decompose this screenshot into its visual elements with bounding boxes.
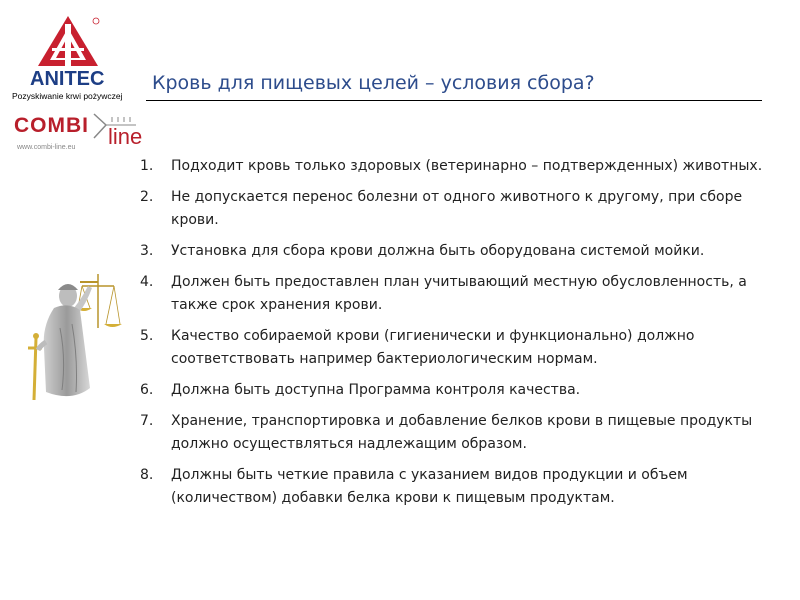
list-item — [140, 186, 780, 232]
list-item-number: 2. — [140, 189, 154, 205]
list-item — [140, 464, 780, 510]
list-item-number: 4. — [140, 274, 154, 290]
list-item-text: Должна быть доступна Программа контроля качества. — [171, 382, 581, 398]
lady-justice-icon — [16, 268, 140, 410]
list-item-number: 8. — [140, 467, 154, 483]
list-item-number: 1. — [140, 158, 154, 174]
list-item-text: Хранение, транспортировка и добавление белков крови в пищевые продукты должно осуществляться надлежащим образом. — [171, 413, 753, 452]
svg-text:COMBI: COMBI — [14, 114, 89, 137]
svg-text:line: line — [108, 124, 143, 149]
list-item — [140, 155, 780, 178]
list-item — [140, 271, 780, 317]
combi-line-url: www.combi-line.eu — [17, 144, 76, 151]
list-item-number: 6. — [140, 382, 154, 398]
list-item — [140, 325, 780, 371]
list-item — [140, 379, 780, 402]
list-item-text: Качество собираемой крови (гигиенически и функционально) должно соответствовать например бактериологическим нормам. — [171, 328, 695, 367]
list-item-text: Должен быть предоставлен план учитывающий местную обусловленность, а также срок хранения крови. — [171, 274, 747, 313]
anitec-logo-icon — [28, 14, 108, 70]
list-item — [140, 410, 780, 456]
list-item-text: Установка для сбора крови должна быть оборудована системой мойки. — [171, 243, 705, 259]
anitec-wordmark: ANITEC — [30, 68, 105, 90]
conditions-list — [140, 155, 780, 518]
title-divider — [146, 100, 762, 101]
list-item — [140, 240, 780, 263]
list-item-number: 7. — [140, 413, 154, 429]
list-item-number: 5. — [140, 328, 154, 344]
list-item-text: Подходит кровь только здоровых (ветеринарно – подтвержденных) животных. — [171, 158, 763, 174]
list-item-number: 3. — [140, 243, 154, 259]
anitec-tagline: Pozyskiwanie krwi pożywczej — [12, 91, 123, 101]
page-title: Кровь для пищевых целей – условия сбора? — [152, 72, 595, 94]
list-item-text: Не допускается перенос болезни от одного животного к другому, при сборе крови. — [171, 189, 743, 228]
list-item-text: Должны быть четкие правила с указанием видов продукции и объем (количеством) добавки белка крови к пищевым продуктам. — [171, 467, 688, 506]
